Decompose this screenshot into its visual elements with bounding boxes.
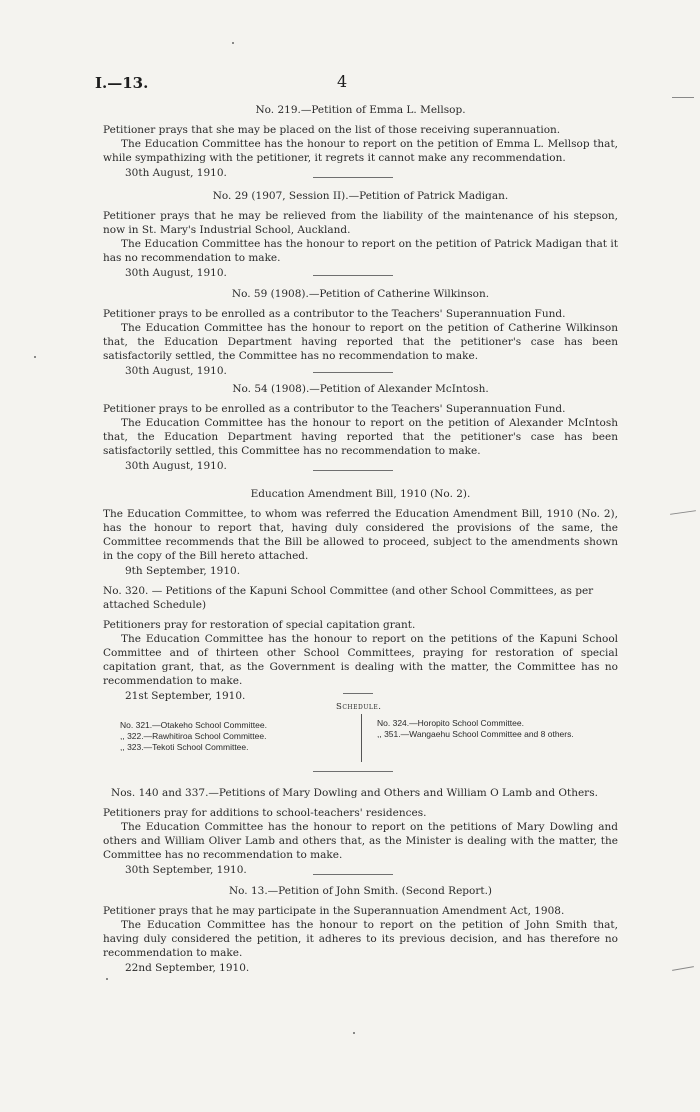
scan-dot bbox=[232, 42, 234, 44]
section-report: The Education Committee has the honour to report on the petition of Alexander McIntosh that, the Education Department having reported that the petitioner's case has been satisfactorily settled, this Committee has no recommendation to make. bbox=[103, 417, 618, 457]
section-report: The Education Committee has the honour to report on the petition of Catherine Wilkinson that, the Education Department having reported that the petitioner's case has been satisfactorily settled, the Committee has no recommendation to make. bbox=[103, 322, 618, 362]
petition-section bbox=[103, 103, 618, 180]
section-prayer: Petitioner prays that he may participate in the Superannuation Amendment Act, 1908. bbox=[103, 905, 565, 917]
section-prayer: Petitioner prays to be enrolled as a contributor to the Teachers' Superannuation Fund. bbox=[103, 308, 566, 320]
scan-mark bbox=[670, 510, 696, 515]
section-title: No. 320. — Petitions of the Kapuni School Committee (and other School Committees, as per attached Schedule) bbox=[103, 585, 594, 611]
section-date: 30th September, 1910. bbox=[125, 864, 247, 876]
schedule-entry: No. 324.—Horopito School Committee. bbox=[377, 718, 524, 728]
bill-section bbox=[103, 487, 618, 578]
section-divider bbox=[313, 470, 393, 471]
section-divider bbox=[313, 874, 393, 875]
paper-reference: I.—13. bbox=[95, 74, 149, 92]
section-date: 9th September, 1910. bbox=[125, 565, 241, 577]
scan-dot bbox=[106, 978, 108, 980]
section-title: No. 59 (1908).—Petition of Catherine Wilkinson. bbox=[231, 288, 490, 300]
petition-section bbox=[103, 884, 618, 975]
section-prayer: Petitioners pray for restoration of special capitation grant. bbox=[103, 619, 416, 631]
schedule-entry: ,, 351.—Wangaehu School Committee and 8 others. bbox=[377, 729, 574, 739]
petition-section bbox=[103, 189, 618, 280]
section-title: No. 29 (1907, Session II).—Petition of Patrick Madigan. bbox=[212, 190, 509, 202]
section-prayer: Petitioners pray for additions to school-teachers' residences. bbox=[103, 807, 427, 819]
section-divider bbox=[313, 275, 393, 276]
section-report: The Education Committee has the honour to report on the petition of John Smith that, having duly considered the petition, it adheres to its previous decision, and has therefore no recommendation to make. bbox=[103, 919, 618, 959]
scan-dot bbox=[34, 356, 36, 358]
section-divider bbox=[313, 372, 393, 373]
section-divider bbox=[313, 177, 393, 178]
section-title: No. 219.—Petition of Emma L. Mellsop. bbox=[255, 104, 466, 116]
scan-mark bbox=[672, 97, 694, 98]
section-date: 30th August, 1910. bbox=[125, 365, 227, 377]
section-divider bbox=[313, 771, 393, 772]
schedule-right-column bbox=[377, 718, 627, 740]
schedule-entry: No. 321.—Otakeho School Committee. bbox=[120, 720, 267, 730]
section-date: 22nd September, 1910. bbox=[125, 962, 250, 974]
section-title: No. 13.—Petition of John Smith. (Second Report.) bbox=[228, 885, 493, 897]
section-title: Nos. 140 and 337.—Petitions of Mary Dowling and Others and William O Lamb and Others. bbox=[111, 787, 598, 799]
section-report: The Education Committee has the honour to report on the petition of Patrick Madigan that it has no recommendation to make. bbox=[103, 238, 618, 264]
page-number: 4 bbox=[337, 72, 348, 91]
scan-mark bbox=[672, 966, 694, 971]
petition-section bbox=[103, 382, 618, 473]
schedule-entry: ,, 322.—Rawhitiroa School Committee. bbox=[120, 731, 267, 741]
scan-dot bbox=[353, 1032, 355, 1034]
petition-section bbox=[103, 287, 618, 378]
section-report: The Education Committee has the honour to report on the petitions of Mary Dowling and others and William Oliver Lamb and others that, as the Minister is dealing with the matter, the Committee has no recommendation to make. bbox=[103, 821, 618, 861]
schedule-divider bbox=[361, 714, 362, 762]
petition-section bbox=[103, 584, 618, 703]
section-title: No. 54 (1908).—Petition of Alexander McIntosh. bbox=[232, 383, 489, 395]
section-date: 30th August, 1910. bbox=[125, 267, 227, 279]
section-prayer: Petitioner prays that she may be placed on the list of those receiving superannuation. bbox=[103, 124, 561, 136]
section-report: The Education Committee has the honour to report on the petitions of the Kapuni School Committee and of thirteen other School Committees, praying for restoration of special capitation grant, that, as the Government is dealing with the matter, the Committee has no recommendation to make. bbox=[103, 633, 618, 687]
schedule-left-column bbox=[120, 720, 350, 753]
section-prayer: Petitioner prays that he may be relieved from the liability of the maintenance of his stepson, now in St. Mary's Industrial School, Auckland. bbox=[103, 210, 618, 236]
section-divider bbox=[343, 693, 373, 694]
section-date: 21st September, 1910. bbox=[125, 690, 246, 702]
schedule-entry: ,, 323.—Tekoti School Committee. bbox=[120, 742, 249, 752]
schedule-title: Schedule. bbox=[336, 702, 382, 712]
section-date: 30th August, 1910. bbox=[125, 460, 227, 472]
section-prayer: Petitioner prays to be enrolled as a contributor to the Teachers' Superannuation Fund. bbox=[103, 403, 566, 415]
section-report: The Education Committee, to whom was referred the Education Amendment Bill, 1910 (No. 2), has the honour to report that, having duly considered the provisions of the same, the Committee recommends that the Bill be allowed to proceed, subject to the amendments shown in the copy of the Bill hereto attached. bbox=[103, 508, 618, 562]
petition-section bbox=[103, 786, 618, 877]
section-title: Education Amendment Bill, 1910 (No. 2). bbox=[250, 488, 471, 500]
section-date: 30th August, 1910. bbox=[125, 167, 227, 179]
section-report: The Education Committee has the honour to report on the petition of Emma L. Mellsop that, while sympathizing with the petitioner, it regrets it cannot make any recommendation. bbox=[103, 138, 618, 164]
